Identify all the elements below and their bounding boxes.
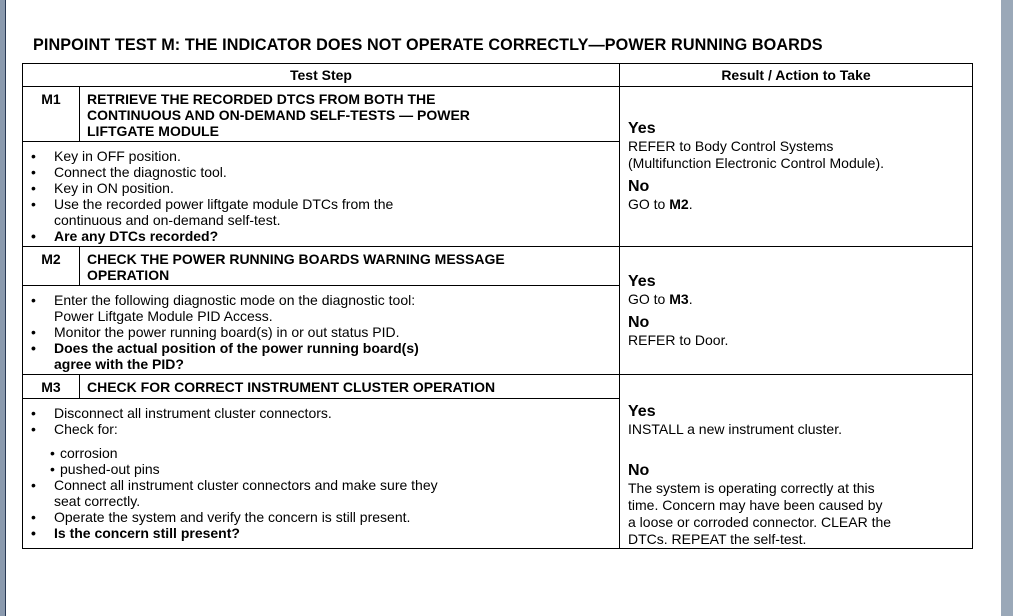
table-row [23, 87, 973, 142]
result-yes-text: (Multifunction Electronic Control Module). [628, 155, 884, 171]
step-title-line: CONTINUOUS AND ON-DEMAND SELF-TESTS — POWER [87, 107, 470, 123]
list-subitem: • pushed-out pins [23, 461, 615, 477]
result-yes-label: Yes [628, 120, 656, 137]
list-item [23, 292, 615, 324]
result-yes-label: Yes [628, 272, 656, 290]
list-item-line: Connect all instrument cluster connectors and make sure they [54, 476, 438, 493]
result-no-label: No [628, 313, 650, 331]
result-yes-prefix: GO to [628, 290, 670, 307]
result-yes-text: INSTALL a new instrument cluster. [628, 421, 842, 437]
result-yes-label: Yes [628, 403, 656, 420]
list-item: • Check for: [23, 421, 615, 437]
list-item: • Disconnect all instrument cluster connectors. [23, 405, 615, 421]
result-no-text: DTCs. REPEAT the self-test. [628, 531, 807, 547]
result-no-text: REFER to Door. [628, 331, 729, 348]
list-item-line: seat correctly. [54, 492, 141, 509]
list-item: • Are any DTCs recorded? [23, 228, 615, 244]
list-item [23, 477, 615, 509]
result-cell [620, 247, 973, 375]
list-item-line: continuous and on-demand self-test. [54, 212, 281, 228]
result-yes-text: REFER to Body Control Systems [628, 138, 834, 154]
result-no-prefix: GO to [628, 196, 670, 212]
step-body [23, 286, 620, 375]
result-no-label: No [628, 462, 650, 479]
list-item-line: Use the recorded power liftgate module DTCs from the [54, 196, 394, 212]
step-id: M3 [23, 375, 80, 399]
list-item: • Operate the system and verify the concern is still present. [23, 509, 615, 525]
list-item: • Monitor the power running board(s) in or out status PID. [23, 324, 615, 340]
step-title-line: CHECK FOR CORRECT INSTRUMENT CLUSTER OPERATION [87, 379, 496, 395]
result-no-suffix: . [688, 196, 693, 212]
step-title [80, 87, 620, 142]
list-spacer [23, 437, 615, 445]
list-item: • Key in ON position. [23, 180, 615, 196]
table-row [23, 375, 973, 399]
step-id: M2 [23, 247, 80, 286]
list-item-line: Does the actual position of the power running board(s) [54, 340, 419, 356]
list-item: • Key in OFF position. [23, 148, 615, 164]
list-item [23, 196, 615, 228]
result-no-text [628, 196, 968, 213]
step-id: M1 [23, 87, 80, 142]
list-item-line: agree with the PID? [54, 356, 184, 372]
step-title [80, 375, 620, 399]
table-header-row [23, 64, 973, 87]
step-body [23, 142, 620, 247]
result-no-text: a loose or corroded connector. CLEAR the [628, 514, 892, 530]
step-title [80, 247, 620, 286]
step-title-line: OPERATION [87, 267, 170, 283]
result-cell [620, 375, 973, 549]
step-title-line: RETRIEVE THE RECORDED DTCS FROM BOTH THE [87, 91, 436, 107]
result-cell [620, 87, 973, 247]
list-item: • Is the concern still present? [23, 525, 615, 541]
vertical-scrollbar[interactable] [1001, 0, 1013, 616]
list-subitem: • corrosion [23, 445, 615, 461]
step-body [23, 398, 620, 548]
result-yes-suffix: . [688, 290, 693, 307]
pinpoint-test-table [22, 63, 973, 549]
header-test-step: Test Step [23, 64, 620, 87]
step-title-line: LIFTGATE MODULE [87, 123, 219, 139]
page-title: PINPOINT TEST M: THE INDICATOR DOES NOT OPERATE CORRECTLY—POWER RUNNING BOARDS [33, 36, 823, 54]
result-yes-text [628, 291, 968, 308]
result-no-text: time. Concern may have been caused by [628, 497, 883, 513]
result-yes-link: M3 [669, 290, 689, 307]
result-no-label: No [628, 178, 650, 195]
step-title-line: CHECK THE POWER RUNNING BOARDS WARNING MESSAGE [87, 251, 505, 267]
list-item [23, 340, 615, 372]
list-item-line: Power Liftgate Module PID Access. [54, 308, 273, 324]
table-row [23, 247, 973, 286]
list-item-line: Enter the following diagnostic mode on the diagnostic tool: [54, 292, 416, 308]
header-result-action: Result / Action to Take [620, 64, 973, 87]
result-no-text: The system is operating correctly at this [628, 480, 875, 496]
list-item: • Connect the diagnostic tool. [23, 164, 615, 180]
result-no-link: M2 [669, 196, 689, 212]
